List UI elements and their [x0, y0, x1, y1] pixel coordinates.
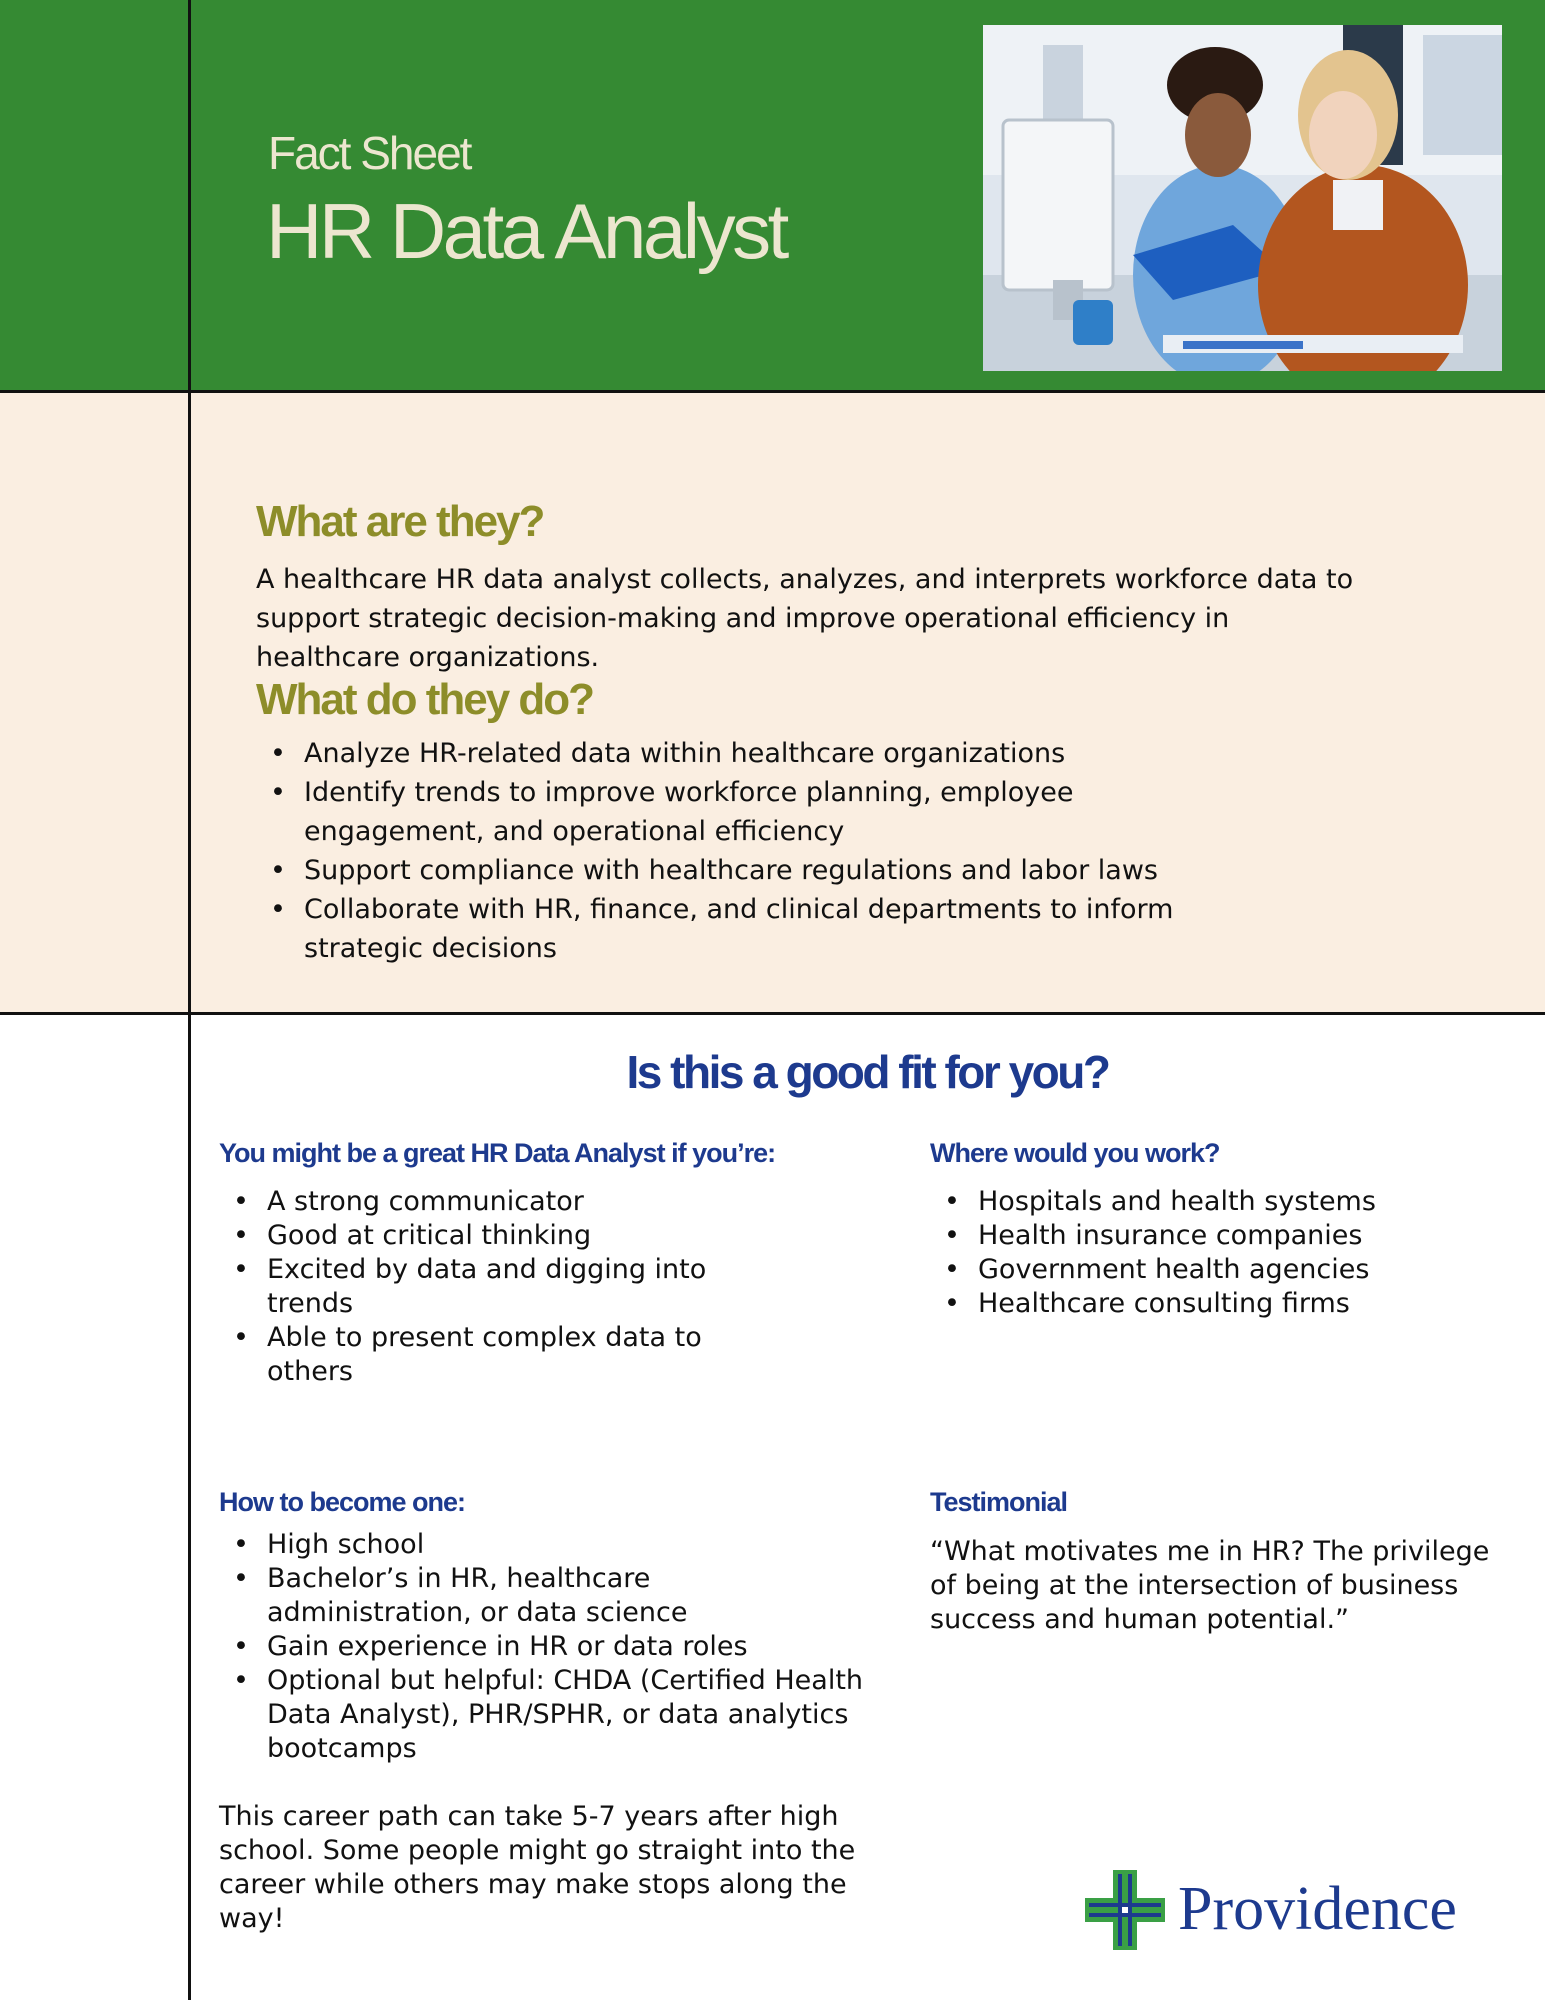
list-item: • Health insurance companies	[930, 1219, 1510, 1253]
fit-title: Is this a good fit for you?	[626, 1046, 1109, 1098]
list-item: • Excited by data and digging into trends	[219, 1253, 737, 1321]
list-item: • Hospitals and health systems	[930, 1185, 1510, 1219]
how-list	[219, 1528, 864, 1766]
list-item: • Good at critical thinking	[219, 1219, 759, 1253]
logo-wordmark: Providence	[1178, 1875, 1457, 1943]
testimonial-heading: Testimonial	[930, 1487, 1068, 1517]
list-item: • High school	[219, 1528, 859, 1562]
list-item: • Collaborate with HR, finance, and clinical departments to inform strategic decisions	[256, 890, 1264, 968]
great-if-heading: You might be a great HR Data Analyst if you’re:	[219, 1138, 776, 1168]
list-item: • A strong communicator	[219, 1185, 759, 1219]
page-title: HR Data Analyst	[266, 187, 786, 275]
list-item: • Bachelor’s in HR, healthcare administration, or data science	[219, 1562, 707, 1630]
list-item: • Gain experience in HR or data roles	[219, 1630, 859, 1664]
duties-list	[256, 734, 1256, 968]
how-note: This career path can take 5-7 years after high school. Some people might go straight into the career while others may make stops along the way!	[219, 1801, 856, 1934]
what-do-they-do-heading: What do they do?	[256, 675, 594, 724]
list-item: • Analyze HR-related data within healthcare organizations	[256, 734, 1256, 773]
list-item: • Identify trends to improve workforce planning, employee engagement, and operational efficiency	[256, 773, 1164, 851]
photo-illustration	[983, 25, 1502, 371]
testimonial-quote: “What motivates me in HR? The privilege of being at the intersection of business success and human potential.”	[930, 1536, 1490, 1635]
list-item: • Optional but helpful: CHDA (Certified Health Data Analyst), PHR/SPHR, or data analytics bootcamps	[219, 1664, 867, 1766]
header-photo	[983, 25, 1502, 371]
divider-middle	[0, 1012, 1545, 1015]
where-list	[930, 1185, 1510, 1321]
list-item: • Able to present complex data to others	[219, 1321, 737, 1389]
how-heading: How to become one:	[219, 1487, 466, 1517]
providence-logo	[1085, 1870, 1457, 1950]
list-item: • Government health agencies	[930, 1253, 1510, 1287]
what-are-they-heading: What are they?	[256, 497, 544, 546]
eyebrow-label: Fact Sheet	[268, 127, 471, 179]
list-item: • Support compliance with healthcare regulations and labor laws	[256, 851, 1256, 890]
divider-vertical	[188, 0, 191, 2000]
cross-icon	[1085, 1870, 1165, 1950]
divider-top	[0, 390, 1545, 393]
list-item: • Healthcare consulting firms	[930, 1287, 1510, 1321]
what-are-they-body: A healthcare HR data analyst collects, analyzes, and interprets workforce data to support strategic decision-making and improve operational efficiency in healthcare organizations.	[256, 564, 1354, 673]
great-if-list	[219, 1185, 759, 1389]
where-heading: Where would you work?	[930, 1138, 1220, 1168]
